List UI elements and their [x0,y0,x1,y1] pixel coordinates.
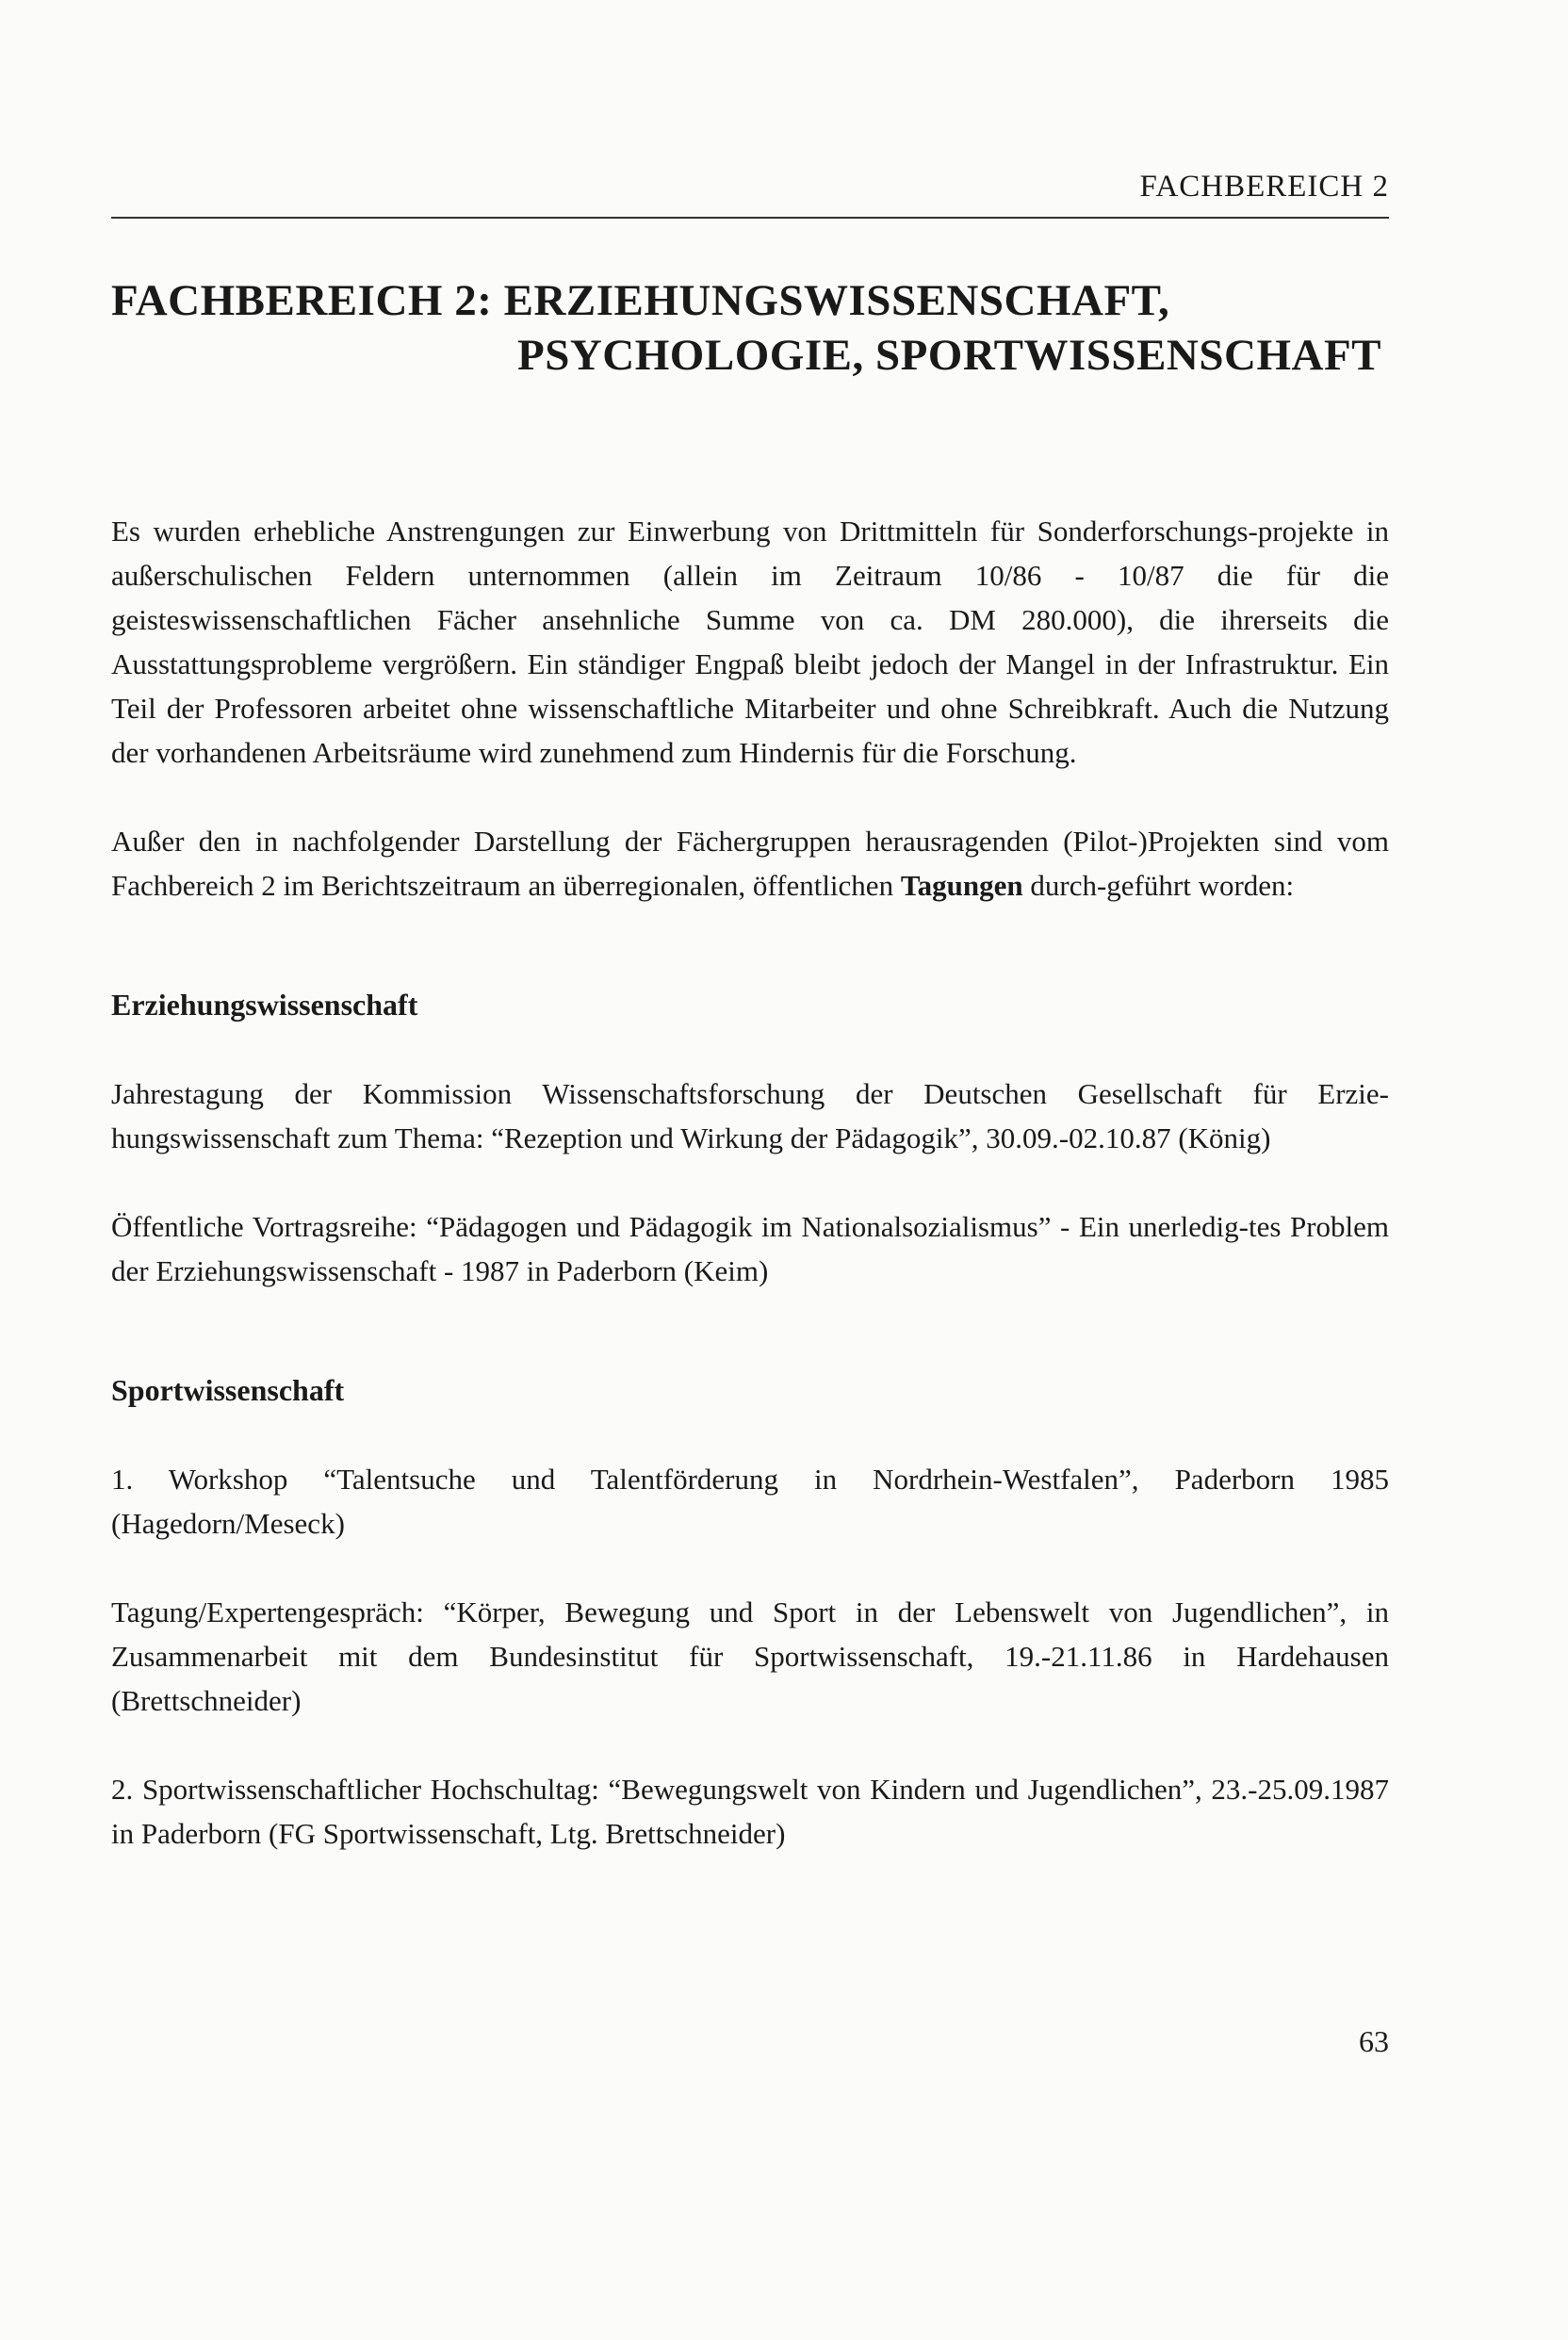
conference-item: Jahrestagung der Kommission Wissenschaftsforschung der Deutschen Gesellschaft für Erzie-hungswissenschaft zum Thema: “Rezeption und Wirkung der Pädagogik”, 30.09.-02.10.87 (König) [111,1077,1389,1154]
conference-item: 2. Sportwissenschaftlicher Hochschultag: “Bewegungswelt von Kindern und Jugendlichen”, 23.-25.09.1987 in Paderborn (FG Sportwissenschaft, Ltg. Brettschneider) [111,1773,1389,1850]
conference-item: Tagung/Expertengespräch: “Körper, Bewegung und Sport in der Lebenswelt von Jugendlichen”, in Zusammenarbeit mit dem Bundesinstitut für Sportwissenschaft, 19.-21.11.86 in Hardehausen (Brettschneider) [111,1595,1389,1717]
title-line-1: FACHBEREICH 2: ERZIEHUNGSWISSENSCHAFT, [111,276,1170,325]
header-rule [111,217,1389,219]
conference-item: 1. Workshop “Talentsuche und Talentförderung in Nordrhein-Westfalen”, Paderborn 1985 (Hagedorn/Meseck) [111,1463,1389,1540]
body-content [111,509,1389,1856]
conference-item: Öffentliche Vortragsreihe: “Pädagogen und Pädagogik im Nationalsozialismus” - Ein unerledig-tes Problem der Erziehungswissenschaft - 1987 in Paderborn (Keim) [111,1210,1389,1287]
section-heading-sportwissenschaft: Sportwissenschaft [111,1373,345,1407]
page-number: 63 [1359,2024,1389,2058]
title-line-2: PSYCHOLOGIE, SPORTWISSENSCHAFT [517,331,1381,380]
running-head: FACHBEREICH 2 [1139,170,1389,204]
intro-p2-bold-term: Tagungen [900,869,1023,902]
section-heading-erziehungswissenschaft: Erziehungswissenschaft [111,988,418,1022]
intro-paragraph-1: Es wurden erhebliche Anstrengungen zur Einwerbung von Drittmitteln für Sonderforschungs-projekte in außerschulischen Feldern unternommen (allein im Zeitraum 10/86 - 10/87 die für die geisteswissenschaftlichen Fächer ansehnliche Summe von ca. DM 280.000), die ihrerseits die Ausstattungsprobleme vergrößern. Ein ständiger Engpaß bleibt jedoch der Mangel in der Infrastruktur. Ein Teil der Professoren arbeitet ohne wissenschaftliche Mitarbeiter und ohne Schreibkraft. Auch die Nutzung der vorhandenen Arbeitsräume wird zunehmend zum Hindernis für die Forschung. [111,515,1389,769]
intro-p2-text-before: Außer den in nachfolgender Darstellung der Fächergruppen herausragenden (Pilot-)Projekten sind vom Fachbereich 2 im Berichtszeitraum an überregionalen, öffentlichen [111,825,1389,902]
page-title [111,273,1381,383]
intro-p2-text-after: durch-geführt worden: [1022,869,1295,902]
intro-paragraph-2 [111,819,1389,908]
